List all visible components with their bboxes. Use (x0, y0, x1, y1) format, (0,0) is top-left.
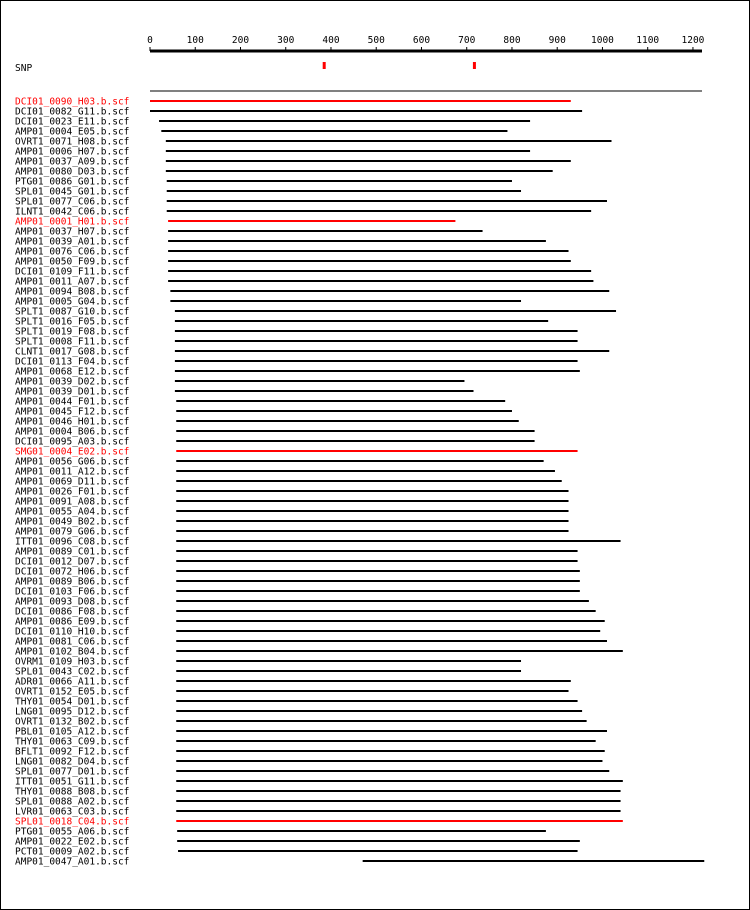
read-name[interactable]: AMP01_0011_A07.b.scf (15, 276, 130, 288)
read-name[interactable]: PTG01_0086_G01.b.scf (15, 176, 130, 188)
read-name[interactable]: DCI01_0110_H10.b.scf (15, 626, 130, 638)
read-name[interactable]: SPL01_0043_C02.b.scf (15, 666, 130, 678)
read-name[interactable]: AMP01_0091_A08.b.scf (15, 496, 130, 508)
read-name[interactable]: AMP01_0050_F09.b.scf (15, 256, 130, 268)
read-name[interactable]: DCI01_0082_G11.b.scf (15, 106, 130, 118)
read-name[interactable]: SPL01_0018_C04.b.scf (15, 816, 130, 828)
read-name[interactable]: SPL01_0088_A02.b.scf (15, 796, 130, 808)
read-name[interactable]: AMP01_0055_A04.b.scf (15, 506, 130, 518)
axis-tick-label: 1000 (591, 35, 614, 46)
axis-tick-label: 100 (186, 35, 204, 46)
read-name[interactable]: SPL01_0077_D01.b.scf (15, 766, 130, 778)
read-name[interactable]: THY01_0063_C09.b.scf (15, 736, 130, 748)
snp-track-label: SNP (15, 63, 33, 74)
read-name[interactable]: ITT01_0096_C08.b.scf (15, 536, 130, 548)
read-name[interactable]: AMP01_0049_B02.b.scf (15, 516, 130, 528)
read-name[interactable]: DCI01_0109_F11.b.scf (15, 266, 130, 278)
read-name[interactable]: AMP01_0086_E09.b.scf (15, 616, 130, 628)
read-name[interactable]: THY01_0088_B08.b.scf (15, 786, 130, 798)
read-name[interactable]: DCI01_0023_E11.b.scf (15, 116, 130, 128)
read-name[interactable]: PBL01_0105_A12.b.scf (15, 726, 130, 738)
read-name[interactable]: OVRM1_0109_H03.b.scf (15, 656, 130, 668)
read-name[interactable]: AMP01_0005_G04.b.scf (15, 296, 130, 308)
read-name[interactable]: THY01_0054_D01.b.scf (15, 696, 130, 708)
axis-tick-label: 400 (322, 35, 340, 46)
read-alignment-diagram (1, 1, 749, 909)
read-name[interactable]: AMP01_0039_A01.b.scf (15, 236, 130, 248)
read-name[interactable]: OVRT1_0132_B02.b.scf (15, 716, 130, 728)
snp-marker (473, 62, 476, 69)
read-name[interactable]: AMP01_0004_B06.b.scf (15, 426, 130, 438)
read-name[interactable]: LNG01_0095_D12.b.scf (15, 706, 130, 718)
read-name[interactable]: AMP01_0089_B06.b.scf (15, 576, 130, 588)
snp-track (323, 62, 476, 69)
read-name[interactable]: ILNT1_0042_C06.b.scf (15, 206, 130, 218)
read-name[interactable]: DCI01_0072_H06.b.scf (15, 566, 130, 578)
read-name[interactable]: LNG01_0082_D04.b.scf (15, 756, 130, 768)
read-name[interactable]: SPLT1_0019_F08.b.scf (15, 326, 130, 338)
read-name[interactable]: SPLT1_0008_F11.b.scf (15, 336, 130, 348)
read-name[interactable]: DCI01_0103_F06.b.scf (15, 586, 130, 598)
read-name[interactable]: AMP01_0037_A09.b.scf (15, 156, 130, 168)
axis-tick-label: 300 (277, 35, 295, 46)
read-name[interactable]: OVRT1_0152_E05.b.scf (15, 686, 130, 698)
axis-tick-label: 700 (458, 35, 476, 46)
read-name[interactable]: AMP01_0079_G06.b.scf (15, 526, 130, 538)
read-name[interactable]: PCT01_0009_A02.b.scf (15, 846, 130, 858)
read-name[interactable]: BFLT1_0092_F12.b.scf (15, 746, 130, 758)
read-name[interactable]: SPL01_0045_G01.b.scf (15, 186, 130, 198)
read-name[interactable]: SPLT1_0016_F05.b.scf (15, 316, 130, 328)
position-axis (147, 35, 705, 51)
axis-tick-label: 800 (503, 35, 521, 46)
read-name[interactable]: SPLT1_0087_G10.b.scf (15, 306, 130, 318)
read-name[interactable]: AMP01_0080_D03.b.scf (15, 166, 130, 178)
read-name[interactable]: AMP01_0026_F01.b.scf (15, 486, 130, 498)
read-name[interactable]: AMP01_0022_E02.b.scf (15, 836, 130, 848)
read-name[interactable]: DCI01_0012_D07.b.scf (15, 556, 130, 568)
read-name[interactable]: AMP01_0044_F01.b.scf (15, 396, 130, 408)
read-name[interactable]: AMP01_0076_C06.b.scf (15, 246, 130, 258)
read-name[interactable]: AMP01_0089_C01.b.scf (15, 546, 130, 558)
axis-tick-label: 200 (231, 35, 250, 46)
read-name[interactable]: AMP01_0047_A01.b.scf (15, 856, 130, 868)
axis-tick-label: 1100 (636, 35, 660, 46)
read-name[interactable]: SMG01_0004_E02.b.scf (15, 446, 130, 458)
read-name[interactable]: AMP01_0006_H07.b.scf (15, 146, 130, 158)
read-name[interactable]: AMP01_0068_E12.b.scf (15, 366, 130, 378)
read-name[interactable]: DCI01_0086_F08.b.scf (15, 606, 130, 618)
snp-marker (323, 62, 326, 69)
read-name[interactable]: DCI01_0095_A03.b.scf (15, 436, 130, 448)
read-name[interactable]: PTG01_0055_A06.b.scf (15, 826, 130, 838)
read-name[interactable]: AMP01_0039_D01.b.scf (15, 386, 130, 398)
read-name[interactable]: CLNT1_0017_G08.b.scf (15, 346, 130, 358)
read-name[interactable]: AMP01_0056_G06.b.scf (15, 456, 130, 468)
read-name[interactable]: DCI01_0090_H03.b.scf (15, 96, 130, 108)
read-name[interactable]: ADR01_0066_A11.b.scf (15, 676, 130, 688)
read-name[interactable]: AMP01_0046_H01.b.scf (15, 416, 130, 428)
read-name[interactable]: AMP01_0102_B04.b.scf (15, 646, 130, 658)
axis-tick-label: 600 (412, 35, 431, 46)
read-name[interactable]: AMP01_0045_F12.b.scf (15, 406, 130, 418)
read-name[interactable]: SPL01_0077_C06.b.scf (15, 196, 130, 208)
read-name[interactable]: OVRT1_0071_H08.b.scf (15, 136, 130, 148)
reads-list (15, 97, 704, 868)
read-name[interactable]: DCI01_0113_F04.b.scf (15, 356, 130, 368)
axis-tick-label: 900 (548, 35, 566, 46)
read-name[interactable]: AMP01_0069_D11.b.scf (15, 476, 130, 488)
read-name[interactable]: AMP01_0004_E05.b.scf (15, 126, 130, 138)
read-name[interactable]: AMP01_0001_H01.b.scf (15, 216, 130, 228)
read-name[interactable]: ITT01_0051_G11.b.scf (15, 776, 130, 788)
axis-tick-label: 500 (367, 35, 385, 46)
read-name[interactable]: AMP01_0011_A12.b.scf (15, 466, 130, 478)
read-name[interactable]: AMP01_0094_B08.b.scf (15, 286, 130, 298)
read-name[interactable]: AMP01_0093_D08.b.scf (15, 596, 130, 608)
axis-tick-label: 1200 (681, 35, 705, 46)
read-name[interactable]: AMP01_0081_C06.b.scf (15, 636, 130, 648)
read-name[interactable]: LVR01_0063_C03.b.scf (15, 806, 130, 818)
read-name[interactable]: AMP01_0039_D02.b.scf (15, 376, 130, 388)
axis-tick-label: 0 (147, 35, 153, 46)
read-name[interactable]: AMP01_0037_H07.b.scf (15, 226, 130, 238)
